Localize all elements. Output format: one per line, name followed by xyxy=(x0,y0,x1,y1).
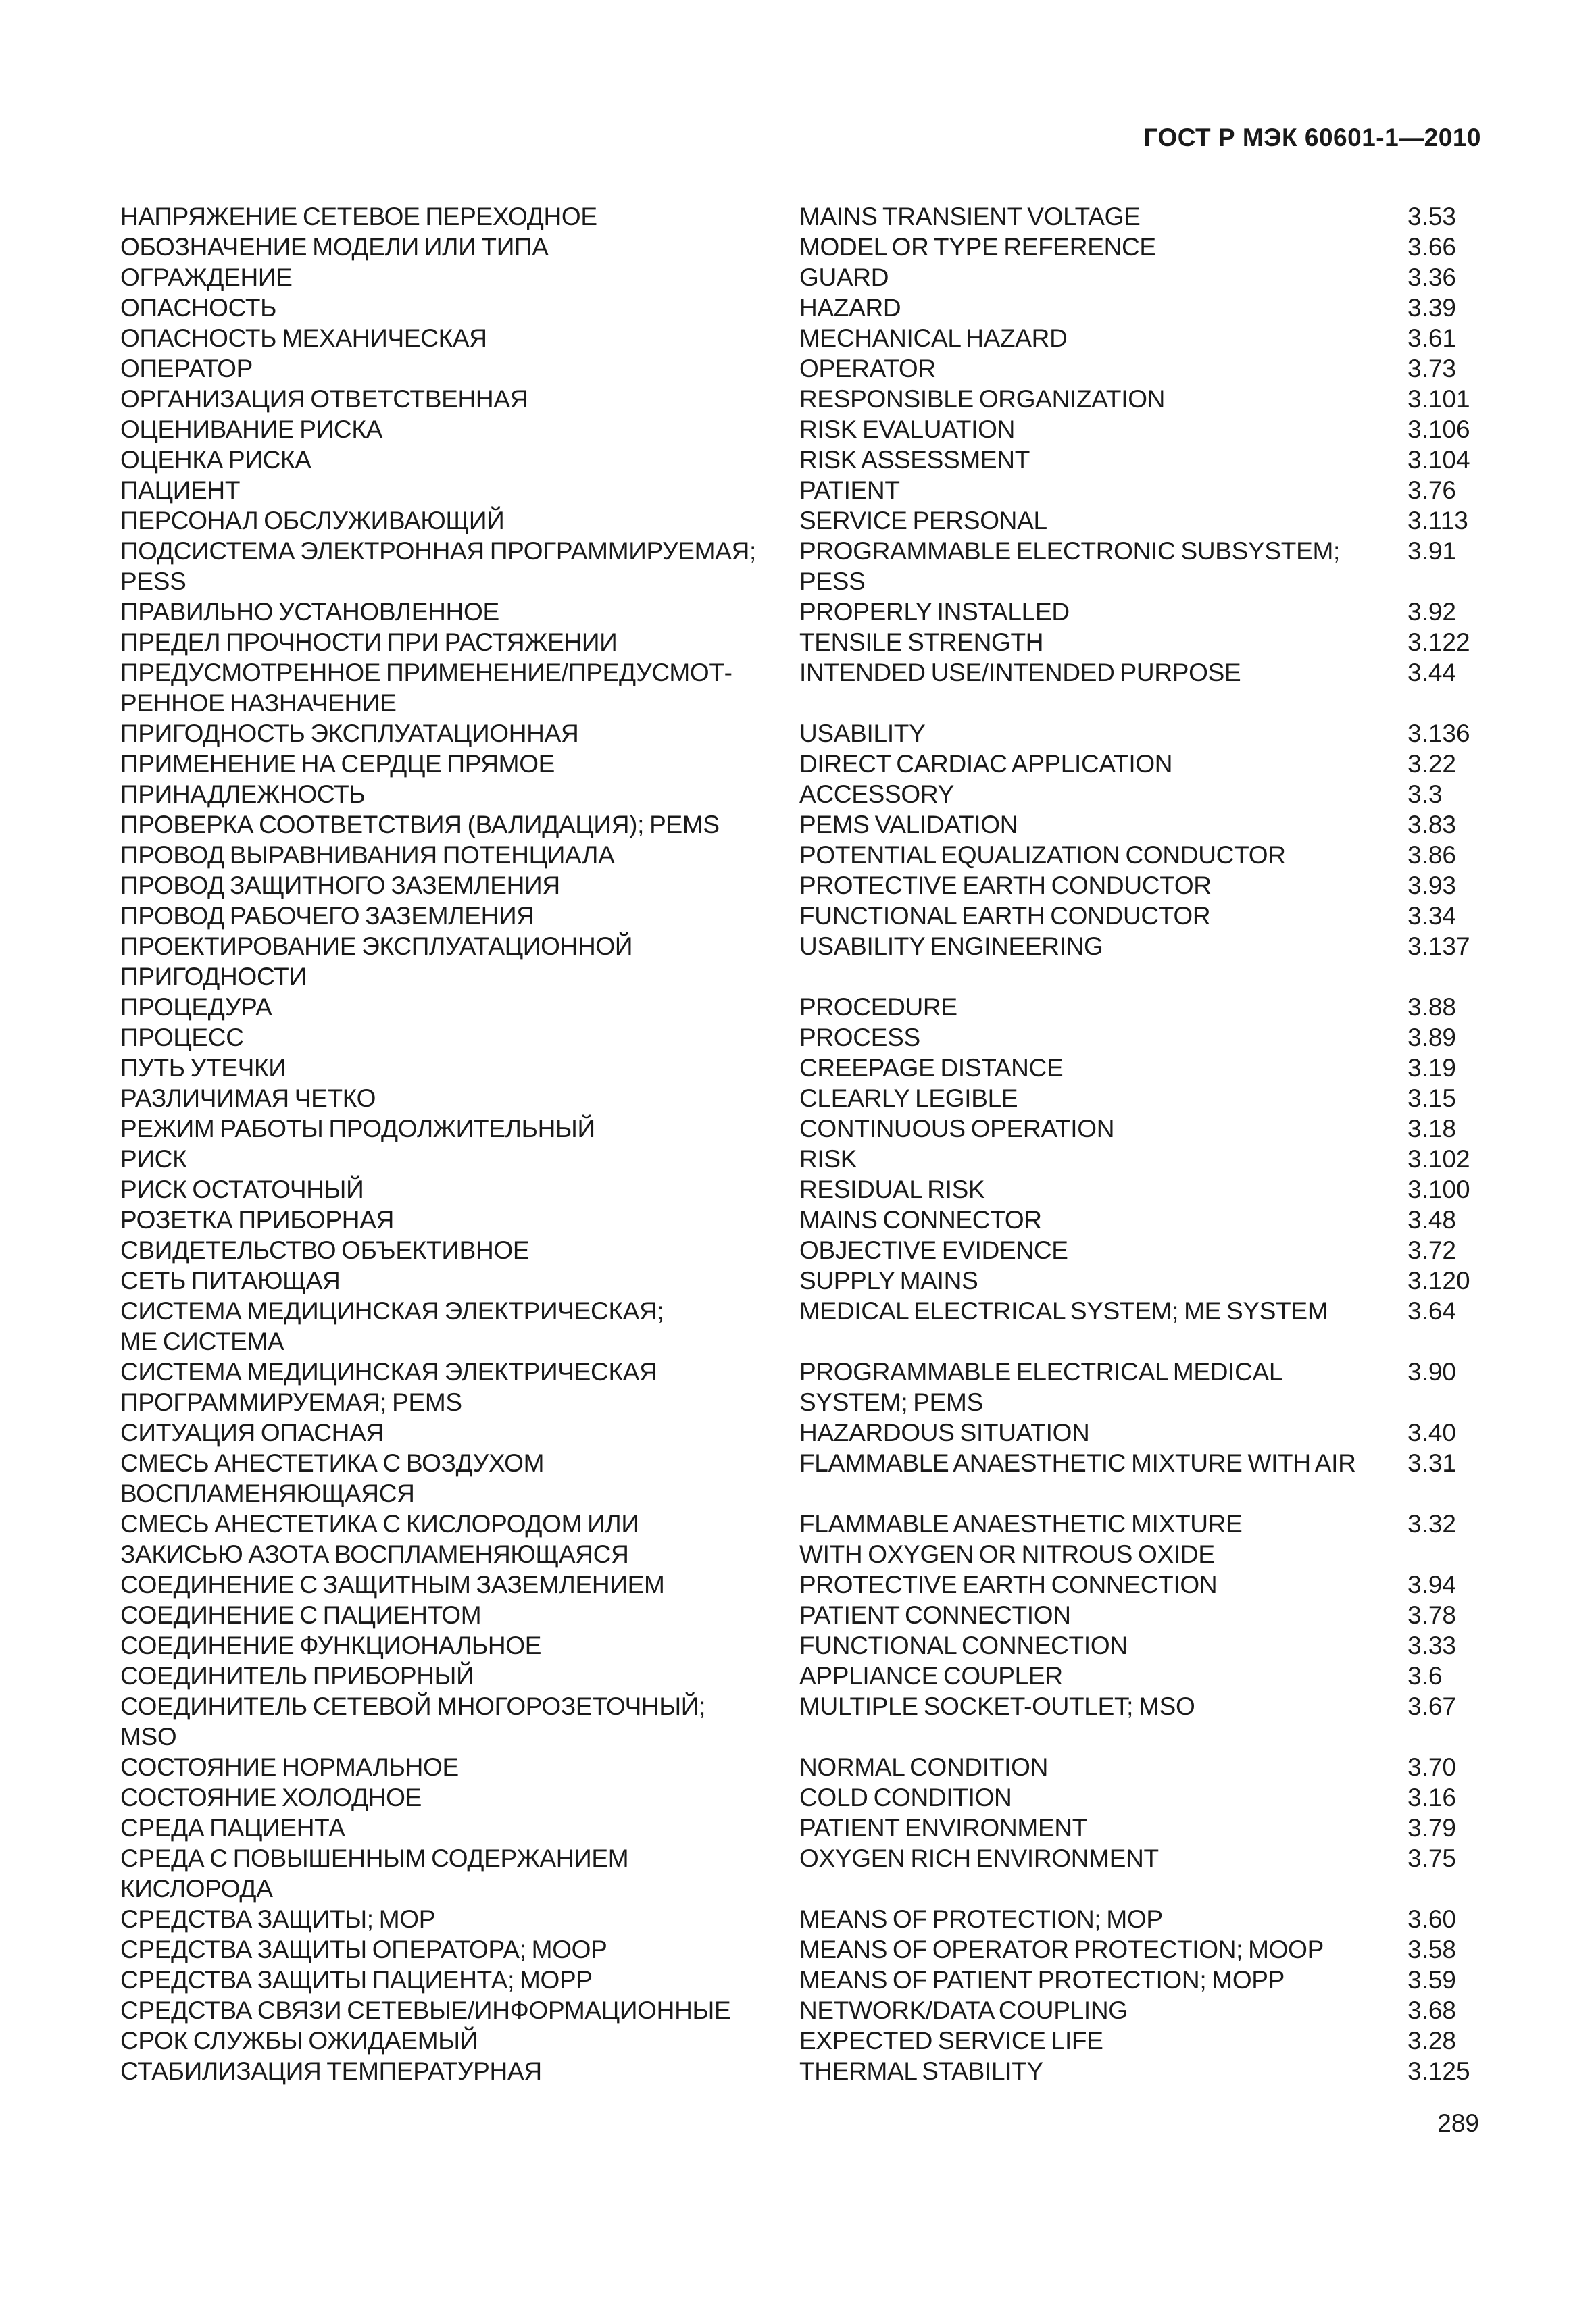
term-russian: СРЕДА ПАЦИЕНТА xyxy=(120,1814,345,1842)
term-english: RISK ASSESSMENT xyxy=(799,446,1030,474)
term-english: ACCESSORY xyxy=(799,780,954,808)
term-russian: СОСТОЯНИЕ НОРМАЛЬНОЕ xyxy=(120,1753,459,1781)
term-reference-number: 3.36 xyxy=(1407,263,1457,291)
term-russian: РИСК ОСТАТОЧНЫЙ xyxy=(120,1176,364,1203)
index-entry-row xyxy=(120,718,1478,749)
term-english: MEANS OF OPERATOR PROTECTION; MOOP xyxy=(799,1936,1324,1963)
term-english: SUPPLY MAINS xyxy=(799,1267,978,1294)
term-russian: РИСК xyxy=(120,1145,187,1173)
term-russian: ОЦЕНИВАНИЕ РИСКА xyxy=(120,416,382,443)
term-reference-number: 3.106 xyxy=(1407,416,1470,443)
index-entry-row xyxy=(120,1843,1478,1904)
term-reference-number: 3.60 xyxy=(1407,1905,1457,1933)
term-russian: СОЕДИНИТЕЛЬ ПРИБОРНЫЙ xyxy=(120,1662,474,1690)
term-reference-number: 3.72 xyxy=(1407,1236,1457,1264)
index-entry-row xyxy=(120,505,1478,536)
term-english: NETWORK/DATA COUPLING xyxy=(799,1996,1128,2024)
term-reference-number: 3.100 xyxy=(1407,1176,1470,1203)
term-reference-number: 3.68 xyxy=(1407,1996,1457,2024)
index-entry-row xyxy=(120,931,1478,992)
term-english: MEANS OF PROTECTION; MOP xyxy=(799,1905,1163,1933)
index-entry-row xyxy=(120,597,1478,627)
term-english: PROCEDURE xyxy=(799,993,957,1021)
term-reference-number: 3.75 xyxy=(1407,1844,1457,1872)
term-russian: СВИДЕТЕЛЬСТВО ОБЪЕКТИВНОЕ xyxy=(120,1236,530,1264)
term-russian: СИТУАЦИЯ ОПАСНАЯ xyxy=(120,1419,384,1447)
term-russian: ОЦЕНКА РИСКА xyxy=(120,446,311,474)
term-reference-number: 3.70 xyxy=(1407,1753,1457,1781)
term-reference-number: 3.44 xyxy=(1407,659,1457,686)
term-english: MAINS CONNECTOR xyxy=(799,1206,1042,1234)
index-entry-row xyxy=(120,809,1478,840)
term-russian: СРОК СЛУЖБЫ ОЖИДАЕМЫЙ xyxy=(120,2027,478,2055)
term-reference-number: 3.94 xyxy=(1407,1571,1457,1599)
index-entry-row xyxy=(120,1022,1478,1053)
term-reference-number: 3.15 xyxy=(1407,1084,1457,1112)
term-reference-number: 3.39 xyxy=(1407,294,1457,322)
index-entry-row xyxy=(120,840,1478,870)
index-entry-row xyxy=(120,779,1478,809)
term-reference-number: 3.58 xyxy=(1407,1936,1457,1963)
term-reference-number: 3.102 xyxy=(1407,1145,1470,1173)
term-english: CLEARLY LEGIBLE xyxy=(799,1084,1018,1112)
index-entry-row xyxy=(120,1417,1478,1448)
term-russian: ОРГАНИЗАЦИЯ ОТВЕТСТВЕННАЯ xyxy=(120,385,528,413)
term-english: NORMAL CONDITION xyxy=(799,1753,1049,1781)
term-russian: ПРЕДЕЛ ПРОЧНОСТИ ПРИ РАСТЯЖЕНИИ xyxy=(120,628,618,656)
term-reference-number: 3.101 xyxy=(1407,385,1470,413)
term-reference-number: 3.28 xyxy=(1407,2027,1457,2055)
index-entry-row xyxy=(120,1934,1478,1965)
term-reference-number: 3.59 xyxy=(1407,1966,1457,1994)
term-russian: СОЕДИНИТЕЛЬ СЕТЕВОЙ МНОГОРОЗЕТОЧНЫЙ; MSO xyxy=(120,1692,706,1751)
term-english: APPLIANCE COUPLER xyxy=(799,1662,1063,1690)
term-english: FLAMMABLE ANAESTHETIC MIXTURE WITH OXYGEN OR NITROUS OXIDE xyxy=(799,1510,1243,1568)
term-english: DIRECT CARDIAC APPLICATION xyxy=(799,750,1173,778)
term-russian: ПРОЦЕДУРА xyxy=(120,993,272,1021)
index-entry-row xyxy=(120,749,1478,779)
term-reference-number: 3.113 xyxy=(1407,507,1468,534)
index-entry-row xyxy=(120,1448,1478,1509)
index-entry-row xyxy=(120,2026,1478,2056)
term-reference-number: 3.53 xyxy=(1407,203,1457,230)
term-english: PATIENT CONNECTION xyxy=(799,1601,1071,1629)
index-entry-row xyxy=(120,1265,1478,1296)
index-entry-row xyxy=(120,1205,1478,1235)
term-english: PROTECTIVE EARTH CONDUCTOR xyxy=(799,872,1212,899)
term-english: RISK EVALUATION xyxy=(799,416,1016,443)
term-russian: ПЕРСОНАЛ ОБСЛУЖИВАЮЩИЙ xyxy=(120,507,505,534)
term-english: MAINS TRANSIENT VOLTAGE xyxy=(799,203,1141,230)
term-russian: РОЗЕТКА ПРИБОРНАЯ xyxy=(120,1206,394,1234)
term-english: POTENTIAL EQUALIZATION CONDUCTOR xyxy=(799,841,1286,869)
term-russian: ПРИНАДЛЕЖНОСТЬ xyxy=(120,780,366,808)
term-english: HAZARDOUS SITUATION xyxy=(799,1419,1090,1447)
index-entry-row xyxy=(120,901,1478,931)
term-english: MECHANICAL HAZARD xyxy=(799,324,1068,352)
term-reference-number: 3.120 xyxy=(1407,1267,1470,1294)
index-entry-row xyxy=(120,1752,1478,1782)
term-russian: СОСТОЯНИЕ ХОЛОДНОЕ xyxy=(120,1784,422,1811)
term-reference-number: 3.31 xyxy=(1407,1449,1457,1477)
index-entry-row xyxy=(120,1174,1478,1205)
term-reference-number: 3.64 xyxy=(1407,1297,1457,1325)
index-entry-row xyxy=(120,1235,1478,1265)
term-english: CREEPAGE DISTANCE xyxy=(799,1054,1064,1082)
term-reference-number: 3.40 xyxy=(1407,1419,1457,1447)
index-entry-row xyxy=(120,627,1478,657)
term-russian: СИСТЕМА МЕДИЦИНСКАЯ ЭЛЕКТРИЧЕСКАЯ; МЕ СИСТЕМА xyxy=(120,1297,664,1355)
term-english: EXPECTED SERVICE LIFE xyxy=(799,2027,1103,2055)
term-english: THERMAL STABILITY xyxy=(799,2057,1043,2085)
term-reference-number: 3.66 xyxy=(1407,233,1457,261)
term-russian: НАПРЯЖЕНИЕ СЕТЕВОЕ ПЕРЕХОДНОЕ xyxy=(120,203,597,230)
term-english: MODEL OR TYPE REFERENCE xyxy=(799,233,1156,261)
term-reference-number: 3.92 xyxy=(1407,598,1457,626)
page-number: 289 xyxy=(1437,2109,1479,2137)
term-reference-number: 3.125 xyxy=(1407,2057,1470,2085)
index-entry-row xyxy=(120,1661,1478,1691)
term-russian: СРЕДСТВА СВЯЗИ СЕТЕВЫЕ/ИНФОРМАЦИОННЫЕ xyxy=(120,1996,731,2024)
term-russian: РАЗЛИЧИМАЯ ЧЕТКО xyxy=(120,1084,376,1112)
index-entry-row xyxy=(120,1600,1478,1630)
term-reference-number: 3.33 xyxy=(1407,1632,1457,1659)
term-russian: ПРОВОД РАБОЧЕГО ЗАЗЕМЛЕНИЯ xyxy=(120,902,534,930)
term-reference-number: 3.86 xyxy=(1407,841,1457,869)
term-russian: ПРОВЕРКА СООТВЕТСТВИЯ (ВАЛИДАЦИЯ); PEMS xyxy=(120,811,720,838)
index-entry-row xyxy=(120,232,1478,262)
term-russian: ОПАСНОСТЬ МЕХАНИЧЕСКАЯ xyxy=(120,324,487,352)
index-entry-row xyxy=(120,1965,1478,1995)
index-entry-row xyxy=(120,2056,1478,2086)
standard-designation: ГОСТ Р МЭК 60601-1—2010 xyxy=(1143,124,1481,151)
index-entry-row xyxy=(120,1509,1478,1569)
term-reference-number: 3.79 xyxy=(1407,1814,1457,1842)
term-english: OXYGEN RICH ENVIRONMENT xyxy=(799,1844,1159,1872)
term-english: PROTECTIVE EARTH CONNECTION xyxy=(799,1571,1218,1599)
term-reference-number: 3.83 xyxy=(1407,811,1457,838)
term-russian: СОЕДИНЕНИЕ С ЗАЩИТНЫМ ЗАЗЕМЛЕНИЕМ xyxy=(120,1571,665,1599)
term-reference-number: 3.88 xyxy=(1407,993,1457,1021)
index-entry-row xyxy=(120,293,1478,323)
term-english: MEDICAL ELECTRICAL SYSTEM; ME SYSTEM xyxy=(799,1297,1328,1325)
index-entry-row xyxy=(120,201,1478,232)
index-entry-row xyxy=(120,1782,1478,1813)
term-reference-number: 3.16 xyxy=(1407,1784,1457,1811)
term-english: TENSILE STRENGTH xyxy=(799,628,1044,656)
term-russian: СРЕДСТВА ЗАЩИТЫ ПАЦИЕНТА; МОРР xyxy=(120,1966,593,1994)
term-reference-number: 3.18 xyxy=(1407,1115,1457,1142)
index-entry-row xyxy=(120,1904,1478,1934)
term-english: HAZARD xyxy=(799,294,901,322)
term-english: RESPONSIBLE ORGANIZATION xyxy=(799,385,1166,413)
term-english: OPERATOR xyxy=(799,355,936,382)
terms-index-table xyxy=(120,201,1478,2086)
index-entry-row xyxy=(120,657,1478,718)
term-reference-number: 3.6 xyxy=(1407,1662,1443,1690)
index-entry-row xyxy=(120,1296,1478,1357)
index-entry-row xyxy=(120,353,1478,384)
index-entry-row xyxy=(120,536,1478,597)
term-russian: ОБОЗНАЧЕНИЕ МОДЕЛИ ИЛИ ТИПА xyxy=(120,233,549,261)
term-russian: СРЕДА С ПОВЫШЕННЫМ СОДЕРЖАНИЕМ КИСЛОРОДА xyxy=(120,1844,629,1903)
term-english: PROCESS xyxy=(799,1024,920,1051)
term-reference-number: 3.67 xyxy=(1407,1692,1457,1720)
term-russian: СМЕСЬ АНЕСТЕТИКА С КИСЛОРОДОМ ИЛИ ЗАКИСЬЮ АЗОТА ВОСПЛАМЕНЯЮЩАЯСЯ xyxy=(120,1510,639,1568)
term-reference-number: 3.32 xyxy=(1407,1510,1457,1538)
index-entry-row xyxy=(120,414,1478,445)
term-english: PROGRAMMABLE ELECTRICAL MEDICAL SYSTEM; PEMS xyxy=(799,1358,1283,1416)
term-reference-number: 3.76 xyxy=(1407,476,1457,504)
term-english: MULTIPLE SOCKET-OUTLET; MSO xyxy=(799,1692,1195,1720)
term-reference-number: 3.19 xyxy=(1407,1054,1457,1082)
term-english: INTENDED USE/INTENDED PURPOSE xyxy=(799,659,1241,686)
term-english: PROGRAMMABLE ELECTRONIC SUBSYSTEM; PESS xyxy=(799,537,1340,595)
term-english: CONTINUOUS OPERATION xyxy=(799,1115,1115,1142)
term-russian: СИСТЕМА МЕДИЦИНСКАЯ ЭЛЕКТРИЧЕСКАЯ ПРОГРАММИРУЕМАЯ; PEMS xyxy=(120,1358,657,1416)
terms-index-body xyxy=(120,201,1478,2086)
term-russian: СОЕДИНЕНИЕ С ПАЦИЕНТОМ xyxy=(120,1601,482,1629)
index-entry-row xyxy=(120,475,1478,505)
index-entry-row xyxy=(120,992,1478,1022)
term-russian: ПУТЬ УТЕЧКИ xyxy=(120,1054,286,1082)
term-english: PATIENT xyxy=(799,476,900,504)
term-reference-number: 3.104 xyxy=(1407,446,1470,474)
term-russian: ПРАВИЛЬНО УСТАНОВЛЕННОЕ xyxy=(120,598,499,626)
term-russian: СРЕДСТВА ЗАЩИТЫ; МОР xyxy=(120,1905,436,1933)
index-entry-row xyxy=(120,1357,1478,1417)
term-reference-number: 3.122 xyxy=(1407,628,1470,656)
term-russian: РЕЖИМ РАБОТЫ ПРОДОЛЖИТЕЛЬНЫЙ xyxy=(120,1115,595,1142)
term-russian: СОЕДИНЕНИЕ ФУНКЦИОНАЛЬНОЕ xyxy=(120,1632,542,1659)
index-entry-row xyxy=(120,1144,1478,1174)
term-russian: ОГРАЖДЕНИЕ xyxy=(120,263,293,291)
term-english: COLD CONDITION xyxy=(799,1784,1012,1811)
term-english: FUNCTIONAL CONNECTION xyxy=(799,1632,1128,1659)
index-entry-row xyxy=(120,262,1478,293)
term-russian: ПОДСИСТЕМА ЭЛЕКТРОННАЯ ПРОГРАММИРУЕМАЯ; PESS xyxy=(120,537,756,595)
term-english: SERVICE PERSONAL xyxy=(799,507,1047,534)
term-reference-number: 3.78 xyxy=(1407,1601,1457,1629)
term-reference-number: 3.91 xyxy=(1407,537,1457,565)
index-entry-row xyxy=(120,323,1478,353)
term-russian: СТАБИЛИЗАЦИЯ ТЕМПЕРАТУРНАЯ xyxy=(120,2057,542,2085)
term-reference-number: 3.93 xyxy=(1407,872,1457,899)
term-english: PATIENT ENVIRONMENT xyxy=(799,1814,1088,1842)
index-entry-row xyxy=(120,1083,1478,1113)
index-entry-row xyxy=(120,870,1478,901)
index-entry-row xyxy=(120,445,1478,475)
term-english: FLAMMABLE ANAESTHETIC MIXTURE WITH AIR xyxy=(799,1449,1356,1477)
term-russian: ПРОЕКТИРОВАНИЕ ЭКСПЛУАТАЦИОННОЙ ПРИГОДНОСТИ xyxy=(120,932,633,990)
term-reference-number: 3.90 xyxy=(1407,1358,1457,1386)
term-reference-number: 3.136 xyxy=(1407,720,1470,747)
term-english: GUARD xyxy=(799,263,889,291)
term-english: RISK xyxy=(799,1145,857,1173)
term-russian: ПРИМЕНЕНИЕ НА СЕРДЦЕ ПРЯМОЕ xyxy=(120,750,555,778)
term-russian: СМЕСЬ АНЕСТЕТИКА С ВОЗДУХОМ ВОСПЛАМЕНЯЮЩАЯСЯ xyxy=(120,1449,545,1507)
index-entry-row xyxy=(120,1813,1478,1843)
term-reference-number: 3.61 xyxy=(1407,324,1457,352)
index-entry-row xyxy=(120,1691,1478,1752)
term-russian: ПРОВОД ЗАЩИТНОГО ЗАЗЕМЛЕНИЯ xyxy=(120,872,560,899)
term-russian: ПРЕДУСМОТРЕННОЕ ПРИМЕНЕНИЕ/ПРЕДУСМОТ- РЕННОЕ НАЗНАЧЕНИЕ xyxy=(120,659,732,717)
term-russian: СЕТЬ ПИТАЮЩАЯ xyxy=(120,1267,341,1294)
term-english: USABILITY ENGINEERING xyxy=(799,932,1103,960)
term-reference-number: 3.48 xyxy=(1407,1206,1457,1234)
term-reference-number: 3.22 xyxy=(1407,750,1457,778)
term-reference-number: 3.73 xyxy=(1407,355,1457,382)
term-english: USABILITY xyxy=(799,720,926,747)
term-english: RESIDUAL RISK xyxy=(799,1176,985,1203)
term-reference-number: 3.3 xyxy=(1407,780,1443,808)
term-english: PROPERLY INSTALLED xyxy=(799,598,1070,626)
index-entry-row xyxy=(120,1995,1478,2026)
term-russian: ПАЦИЕНТ xyxy=(120,476,241,504)
term-reference-number: 3.137 xyxy=(1407,932,1470,960)
index-entry-row xyxy=(120,1569,1478,1600)
term-russian: ОПЕРАТОР xyxy=(120,355,253,382)
term-russian: ПРОЦЕСС xyxy=(120,1024,244,1051)
term-english: MEANS OF PATIENT PROTECTION; MOPP xyxy=(799,1966,1285,1994)
term-reference-number: 3.89 xyxy=(1407,1024,1457,1051)
term-russian: ПРОВОД ВЫРАВНИВАНИЯ ПОТЕНЦИАЛА xyxy=(120,841,615,869)
index-entry-row xyxy=(120,1113,1478,1144)
term-russian: ПРИГОДНОСТЬ ЭКСПЛУАТАЦИОННАЯ xyxy=(120,720,579,747)
term-english: FUNCTIONAL EARTH CONDUCTOR xyxy=(799,902,1211,930)
index-entry-row xyxy=(120,384,1478,414)
term-reference-number: 3.34 xyxy=(1407,902,1457,930)
index-entry-row xyxy=(120,1053,1478,1083)
term-english: PEMS VALIDATION xyxy=(799,811,1018,838)
term-russian: ОПАСНОСТЬ xyxy=(120,294,277,322)
term-russian: СРЕДСТВА ЗАЩИТЫ ОПЕРАТОРА; МООР xyxy=(120,1936,607,1963)
index-entry-row xyxy=(120,1630,1478,1661)
term-english: OBJECTIVE EVIDENCE xyxy=(799,1236,1068,1264)
